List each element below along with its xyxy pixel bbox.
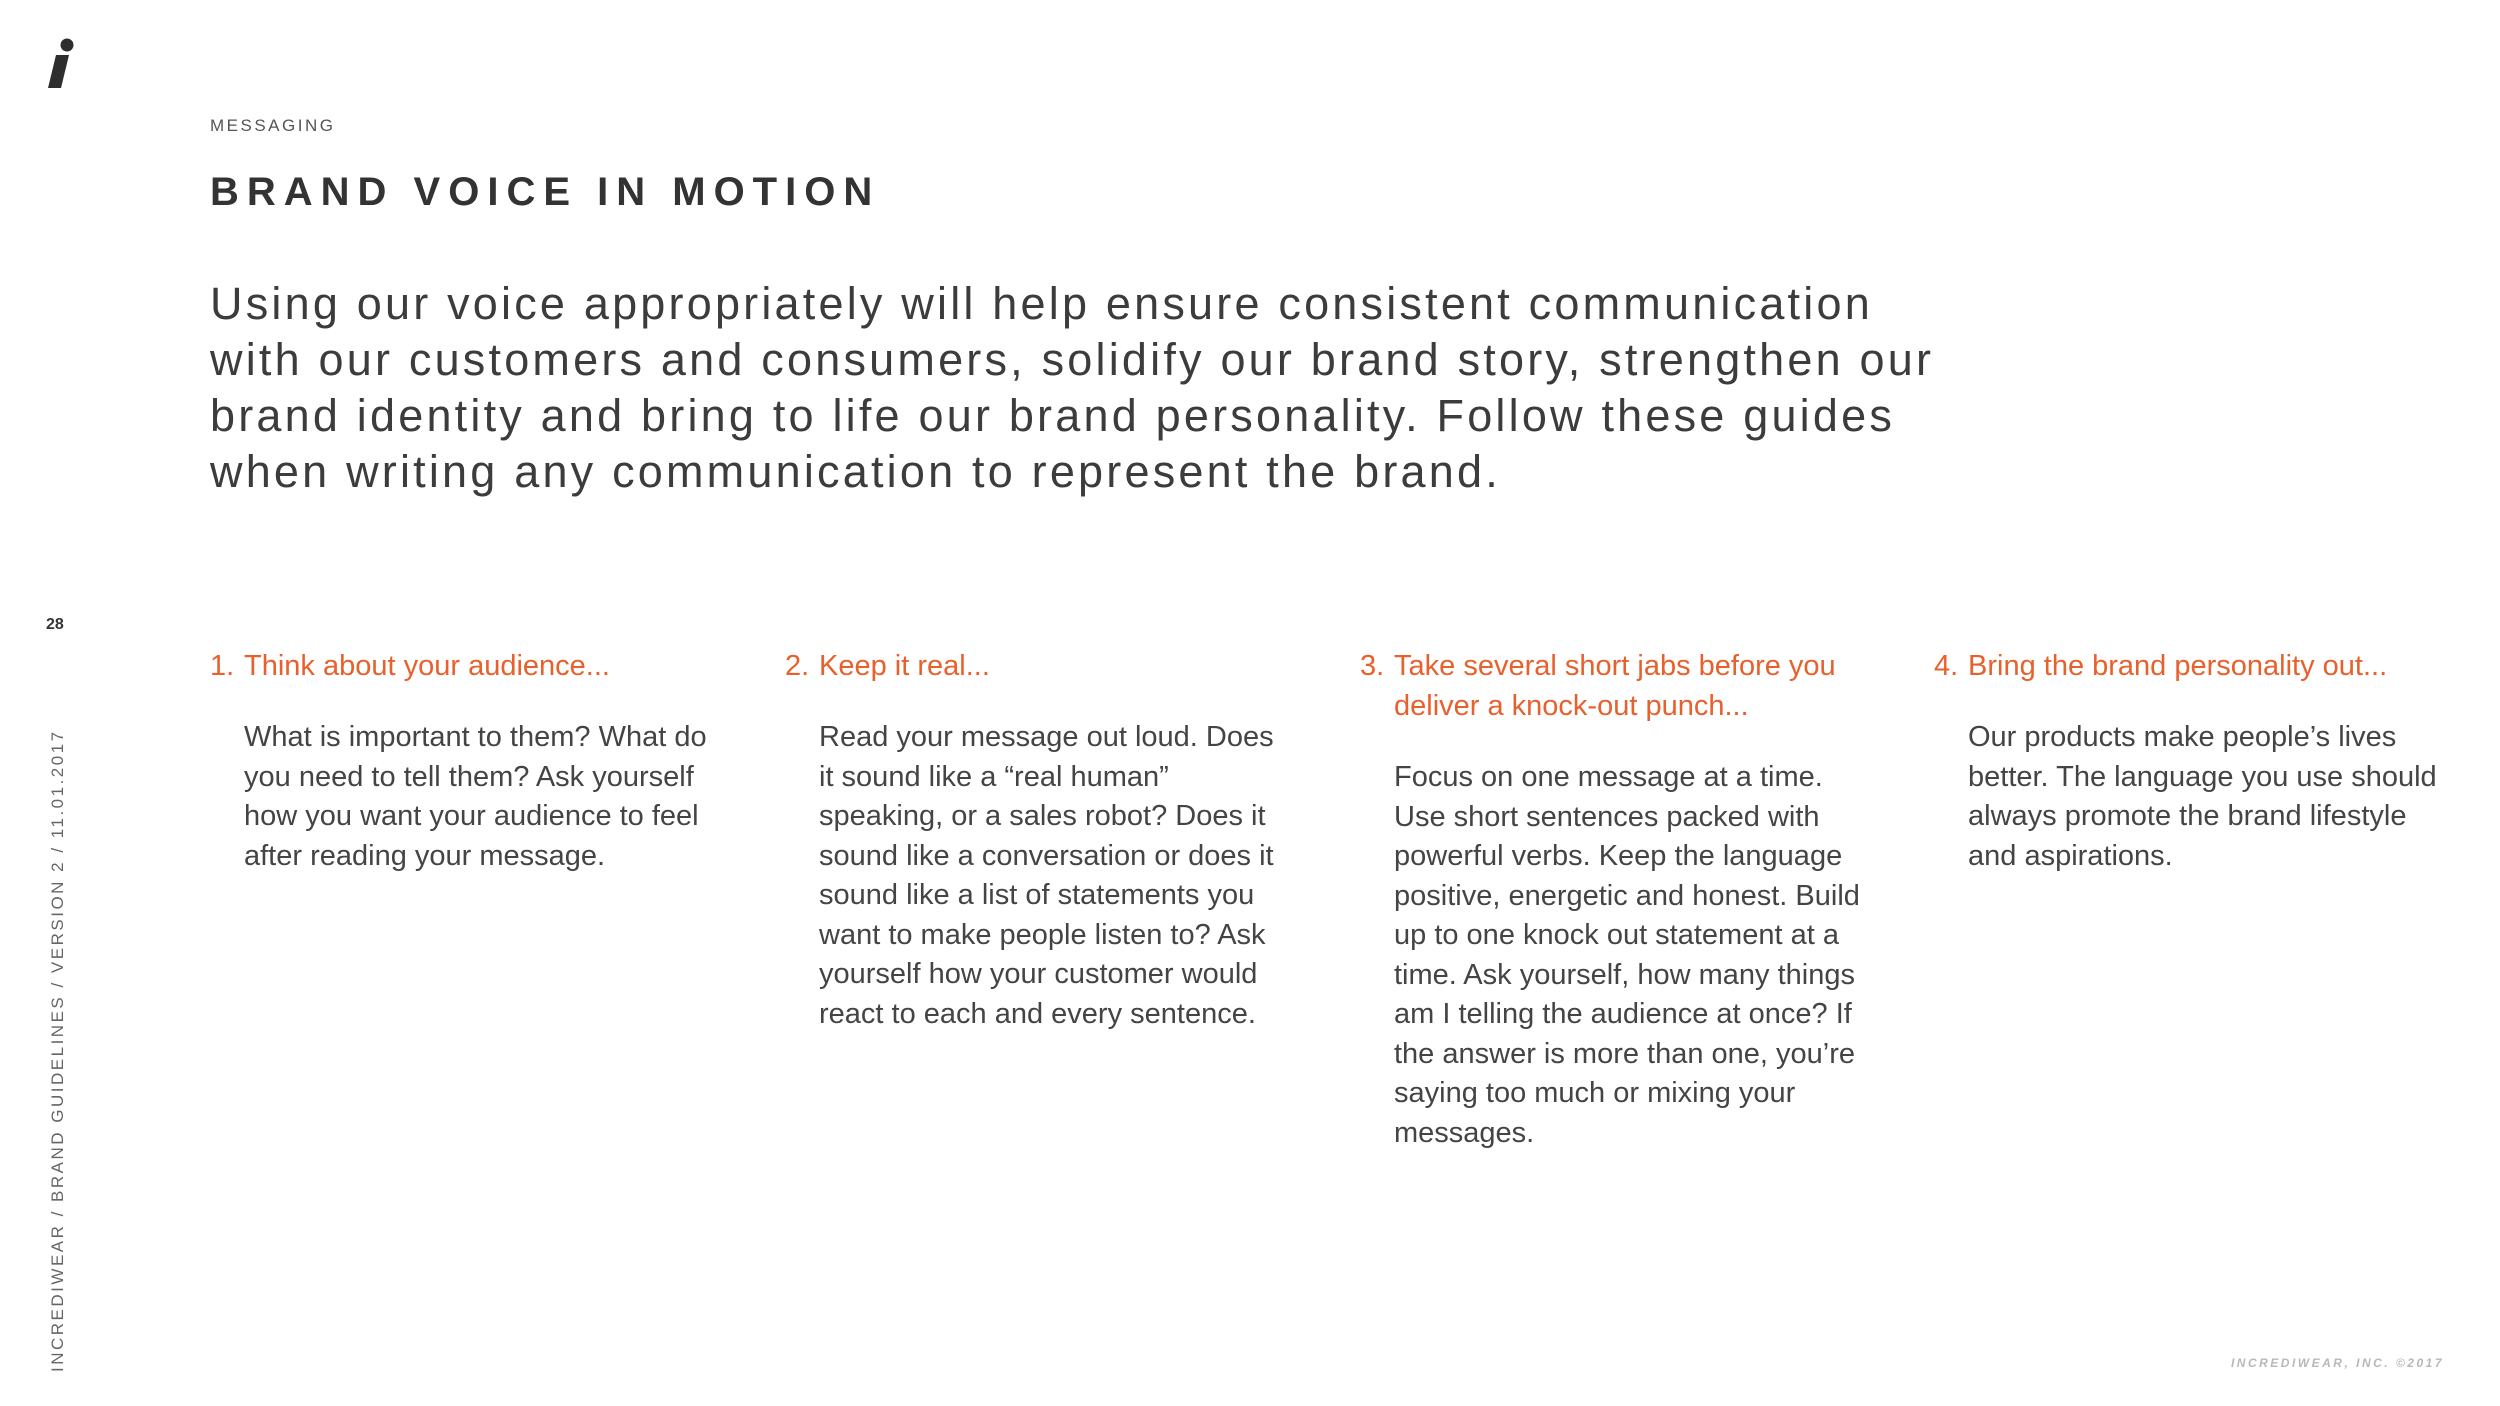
italic-i-logo-icon: [42, 36, 82, 92]
guide-number: 4.: [1934, 650, 1959, 682]
guide-heading-text: Bring the brand personality out...: [1968, 650, 2388, 682]
footer-copyright: INCREDIWEAR, INC. ©2017: [2230, 1356, 2444, 1370]
guide-body: Focus on one message at a time. Use short sentences packed with powerful verbs. Keep the language positive, energetic and honest. Build up to one knock out statement at a time. Ask yourself, how many things am I telling the audience at once? If the answer is more than one, you’re saying too much or mixing your messages.: [1394, 761, 1860, 1149]
guide-heading-text: Keep it real...: [819, 650, 990, 682]
guide-heading-text: Take several short jabs before you deliver a knock-out punch...: [1394, 650, 1836, 722]
guide-number: 3.: [1360, 650, 1385, 682]
page-number: 28: [46, 616, 64, 633]
guide-body: Our products make people’s lives better. The language you use should always promote the brand lifestyle and aspirations.: [1968, 721, 2437, 872]
guide-heading: [785, 646, 1325, 686]
page-title: BRAND VOICE IN MOTION: [210, 170, 881, 214]
guide-heading-text: Think about your audience...: [244, 650, 610, 682]
guide-item-short-jabs: [1360, 646, 1900, 1153]
guide-heading: [1934, 646, 2474, 686]
guide-body: What is important to them? What do you need to tell them? Ask yourself how you want your audience to feel after reading your message.: [244, 721, 707, 872]
section-label: MESSAGING: [210, 116, 336, 135]
guide-heading: [210, 646, 750, 686]
guide-number: 2.: [785, 650, 810, 682]
guide-item-personality: [1934, 646, 2474, 876]
guide-body: Read your message out loud. Does it sound like a “real human” speaking, or a sales robot? Does it sound like a conversation or does it sound like a list of statements you want to make people listen to? Ask yourself how your customer would react to each and every sentence.: [819, 721, 1274, 1030]
document-label: INCREDIWEAR / BRAND GUIDELINES / VERSION 2 / 11.01.2017: [48, 729, 67, 1372]
guide-item-keep-real: [785, 646, 1325, 1034]
guide-number: 1.: [210, 650, 235, 682]
guide-item-audience: [210, 646, 750, 876]
guide-heading: [1360, 646, 1900, 726]
guides-list: [210, 646, 2440, 1246]
intro-paragraph: Using our voice appropriately will help ensure consistent communication with our customers and consumers, solidify our brand story, strengthen our brand identity and bring to life our brand personality. Follow these guides when writing any communication to represent the brand.: [210, 278, 1935, 497]
